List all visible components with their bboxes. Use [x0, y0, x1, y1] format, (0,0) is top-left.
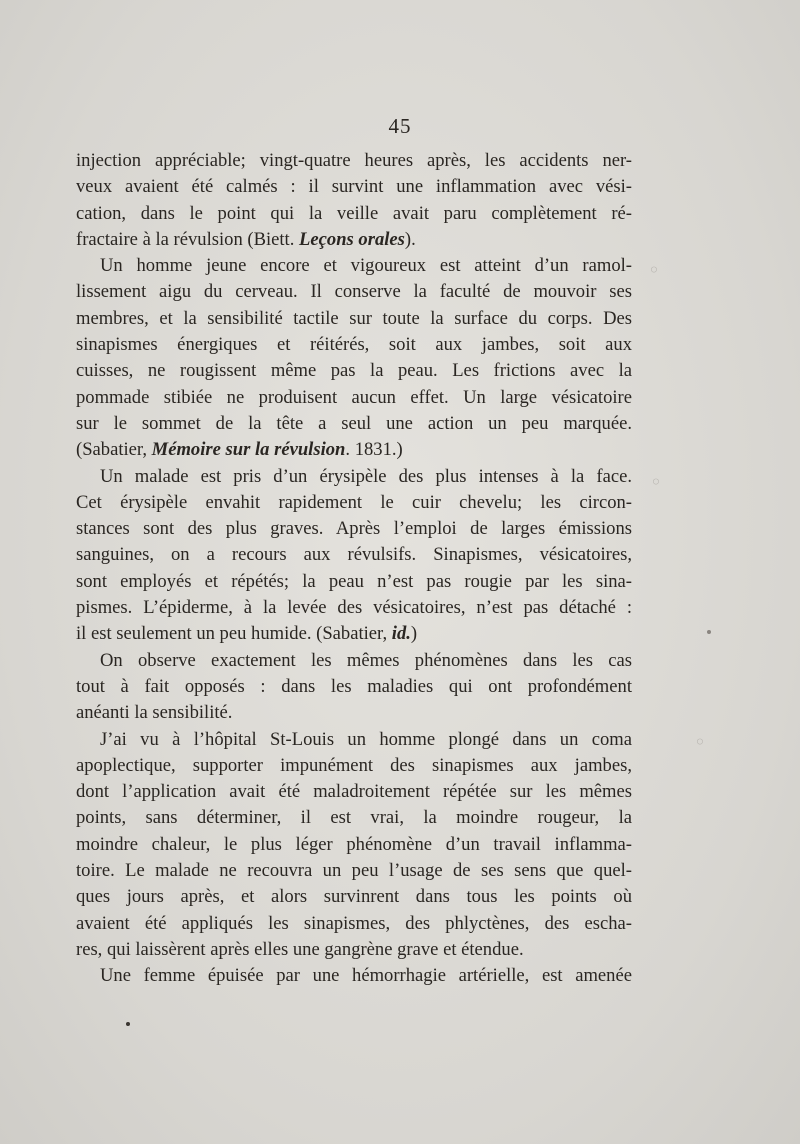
text-line: sont employés et répétés; la peau n’est pas rougie par les sina-: [76, 570, 632, 592]
text-line: sinapismes énergiques et réitérés, soit aux jambes, soit aux: [76, 334, 632, 356]
text-line: sur le sommet de la tête a seul une action un peu marquée.: [76, 412, 632, 434]
text-run: il est seulement un peu humide. (Sabatier,: [76, 623, 392, 645]
text-run: ): [410, 623, 418, 645]
text-line: apoplectique, supporter impunément des sinapismes aux jambes,: [76, 754, 632, 776]
ink-speck: [707, 630, 711, 634]
ink-speck: [126, 1022, 130, 1026]
bleed-through-mark: ◦: [650, 470, 662, 494]
text-line: pismes. L’épiderme, à la levée des vésicatoires, n’est pas détaché :: [76, 597, 632, 619]
text-run: (Sabatier,: [76, 439, 152, 461]
text-line: [76, 621, 632, 647]
text-line: [76, 437, 632, 463]
citation-title: Leçons orales: [299, 228, 405, 250]
text-line: Une femme épuisée par une hémorrhagie artérielle, est amenée: [100, 965, 632, 987]
text-line: moindre chaleur, le plus léger phénomène d’un travail inflamma-: [76, 833, 632, 855]
text-run: ).: [404, 228, 416, 250]
text-line: res, qui laissèrent après elles une gangrène grave et étendue.: [76, 938, 524, 960]
text-line: lissement aigu du cerveau. Il conserve la faculté de mouvoir ses: [76, 281, 632, 303]
text-line: Un malade est pris d’un érysipèle des plus intenses à la face.: [100, 465, 632, 487]
text-line: veux avaient été calmés : il survint une inflammation avec vési-: [76, 176, 632, 198]
text-line: injection appréciable; vingt-quatre heures après, les accidents ner-: [76, 150, 632, 171]
text-line: sanguines, on a recours aux révulsifs. Sinapismes, vésicatoires,: [76, 544, 632, 566]
text-run: fractaire à la révulsion (Biett.: [76, 228, 300, 250]
text-line: Cet érysipèle envahit rapidement le cuir chevelu; les circon-: [76, 491, 632, 513]
text-line: J’ai vu à l’hôpital St-Louis un homme plongé dans un coma: [100, 728, 632, 750]
text-line: ques jours après, et alors survinrent dans tous les points où: [76, 886, 632, 908]
text-line: toire. Le malade ne recouvra un peu l’usage de ses sens que quel-: [76, 860, 632, 882]
text-line: avaient été appliqués les sinapismes, des phlyctènes, des escha-: [76, 912, 632, 934]
text-line: [76, 227, 632, 253]
text-line: tout à fait opposés : dans les maladies qui ont profondément: [76, 675, 632, 697]
citation-title: Mémoire sur la révulsion: [151, 439, 346, 461]
citation-title: id.: [391, 623, 411, 645]
text-line: dont l’application avait été maladroitement répétée sur les mêmes: [76, 781, 632, 803]
text-line: cuisses, ne rougissent même pas la peau. Les frictions avec la: [76, 360, 632, 382]
text-line: points, sans déterminer, il est vrai, la moindre rougeur, la: [76, 807, 632, 829]
page-number: 45: [388, 114, 412, 138]
text-run: . 1831.): [345, 439, 403, 461]
text-line: anéanti la sensibilité.: [76, 702, 233, 724]
text-line: membres, et la sensibilité tactile sur toute la surface du corps. Des: [76, 307, 632, 329]
text-line: On observe exactement les mêmes phénomènes dans les cas: [100, 649, 632, 671]
text-line: cation, dans le point qui la veille avait paru complètement ré-: [76, 202, 632, 224]
bleed-through-mark: ◦: [648, 258, 660, 282]
text-line: pommade stibiée ne produisent aucun effet. Un large vésicatoire: [76, 386, 632, 408]
text-line: Un homme jeune encore et vigoureux est atteint d’un ramol-: [100, 255, 632, 277]
bleed-through-mark: ◦: [694, 730, 706, 754]
text-line: stances sont des plus graves. Après l’emploi de larges émissions: [76, 518, 632, 540]
body-text: [76, 148, 632, 990]
